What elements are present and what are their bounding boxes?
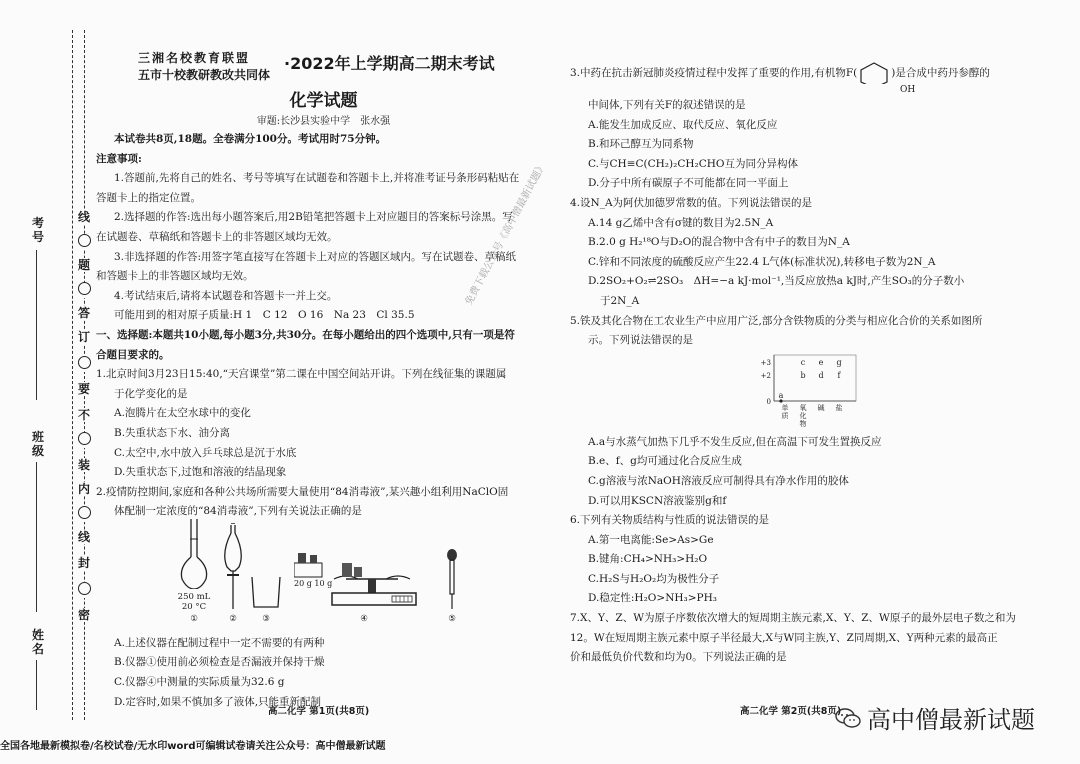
note-line: 4.考试结束后,请将本试题卷和答题卡一并上交。 — [114, 289, 338, 302]
note-line: 1.答题前,先将自己的姓名、考号等填写在试题卷和答题卡上,并将准考证号条形码粘贴在 — [114, 172, 520, 185]
seal-char: 密 — [74, 608, 94, 622]
seal-char: 答 — [74, 306, 94, 320]
exam-no-label: 考号 — [31, 216, 44, 244]
section-heading: 一、选择题:本题共10小题,每小题3分,共30分。在每小题给出的四个选项中,只有一项是符 — [96, 328, 515, 341]
page-1-footer: 高二化学 第1页(共8页) — [268, 706, 370, 717]
chart-point-label: a — [778, 390, 784, 400]
page-2 — [570, 62, 1040, 668]
q6-option-c: C.H₂S与H₂O₂均为极性分子 — [588, 572, 720, 585]
chart-y-tick-label: 0 — [766, 397, 771, 406]
seal-char: 线 — [74, 210, 94, 224]
bottom-banner: 全国各地最新模拟卷/名校试卷/无水印word可编辑试卷请关注公众号：高中僧最新试题 — [0, 741, 386, 752]
q1-option-a: A.泡腾片在太空水球中的变化 — [114, 407, 251, 420]
instrument-number: ② — [229, 613, 237, 624]
watermark-text: 免费下载公众号《高中僧最新试题》 — [463, 160, 549, 308]
chart-point-label: f — [837, 370, 841, 380]
question-3-stem-text-2: )是合成中药丹参醇的 — [891, 67, 990, 79]
q6-option-a: A.第一电离能:Se>As>Ge — [588, 533, 714, 546]
q3-option-d: D.分子中所有碳原子不可能都在同一平面上 — [588, 177, 789, 190]
chart-x-tick-label: 化 — [799, 411, 807, 420]
q4-option-d-cont: 于2N_A — [600, 294, 640, 307]
chart-frame — [774, 355, 856, 401]
note-line: 答题卡上的指定位置。 — [96, 191, 201, 204]
seal-circle — [74, 506, 94, 522]
chart-point-label: g — [836, 357, 842, 367]
seal-char: 装 — [74, 458, 94, 472]
beaker — [246, 575, 286, 624]
q1-option-b: B.失重状态下水、油分离 — [114, 426, 231, 439]
notes-heading: 注意事项: — [96, 152, 142, 165]
chart-x-tick-label: 物 — [799, 419, 807, 428]
seal-circle — [74, 582, 94, 598]
brand-name: 高中僧最新试题 — [867, 706, 1035, 734]
q5-option-d: D.可以用KSCN溶液鉴别g和f — [588, 494, 727, 507]
chart-x-tick-label: 碱 — [817, 403, 825, 412]
seal-char: 题 — [74, 258, 94, 272]
question-3-stem-text: 3.中药在抗击新冠肺炎疫情过程中发挥了重要的作用,有机物F( — [570, 67, 858, 79]
question-7-stem-cont: 12。W在短周期主族元素中原子半径最大,X与W同主族,Y、Z同周期,X、Y两种元素的最高正 — [570, 631, 998, 644]
seal-char: 内 — [74, 482, 94, 496]
page-2-footer: 高二化学 第2页(共8页) — [740, 706, 842, 717]
q3-option-a: A.能发生加成反应、取代反应、氧化反应 — [588, 118, 778, 131]
exam-intro: 本试卷共8页,18题。全卷满分100分。考试用时75分钟。 — [114, 133, 387, 145]
chart-x-tick-label: 盐 — [835, 403, 843, 412]
dropper — [440, 549, 464, 624]
q6-option-d: D.稳定性:H₂O>NH₃>PH₃ — [588, 592, 717, 605]
q4-option-b: B.2.0 g H₂¹⁸O与D₂O的混合物中含有中子的数目为N_A — [588, 236, 850, 249]
chart-point-label: b — [800, 370, 806, 380]
note-line: 和答题卡上的非答题区域均无效。 — [96, 270, 254, 283]
flask-volume-label: 250 mL — [177, 591, 211, 602]
separatory-funnel — [218, 523, 248, 624]
exam-no-blank — [36, 250, 37, 400]
seal-char: 线 — [74, 530, 94, 544]
reviewer-line: 审题:长沙县实验中学 张水强 — [256, 116, 391, 127]
union-name-line2: 五市十校教研教改共同体 — [138, 68, 271, 82]
seal-circle — [74, 282, 94, 298]
q3-option-b: B.和环己醇互为同系物 — [588, 138, 694, 151]
subject-title: 化学试题 — [289, 91, 358, 111]
q4-option-c: C.锌和不同浓度的硫酸反应产生22.4 L气体(标准状况),转移电子数为2N_A — [588, 255, 936, 268]
iron-chart-svg — [756, 351, 876, 433]
atomic-mass-line: 可能用到的相对原子质量:H 1 C 12 O 16 Na 23 Cl 35.5 — [114, 309, 415, 322]
seal-char: 不 — [74, 408, 94, 422]
section-heading-cont: 合题目要求的。 — [96, 348, 170, 361]
instrument-number: ⑤ — [448, 613, 456, 624]
question-4-stem: 4.设N_A为阿伏加德罗常数的值。下列说法错误的是 — [570, 196, 813, 209]
question-3-stem-cont: 中间体,下列有关F的叙述错误的是 — [588, 99, 746, 111]
flask-temp-label: 20 °C — [181, 601, 207, 612]
seal-char: 订 — [74, 330, 94, 344]
question-7-stem: 7.X、Y、Z、W为原子序数依次增大的短周期主族元素,X、Y、Z、W原子的最外层电子数之和为 — [570, 612, 1016, 625]
instrument-number: ③ — [262, 613, 270, 624]
q2-option-d: D.定容时,如果不慎加多了液体,只能重新配制 — [114, 695, 322, 708]
instrument-number: ④ — [360, 613, 368, 624]
q3-option-c: C.与CH≡C(CH₂)₂CH₂CHO互为同分异构体 — [588, 157, 799, 170]
instrument-number: ① — [190, 613, 198, 624]
volumetric-flask — [174, 519, 214, 624]
balance-with-weights — [294, 549, 434, 624]
q1-option-c: C.太空中,水中放入乒乓球总是沉于水底 — [114, 446, 297, 459]
question-3-stem — [570, 62, 1040, 84]
q5-option-b: B.e、f、g均可通过化合反应生成 — [588, 455, 742, 468]
note-line: 3.非选择题的作答:用签字笔直接写在答题卡上对应的答题区域内。写在试题卷、草稿纸 — [114, 250, 517, 263]
question-5-stem: 5.铁及其化合物在工农业生产中应用广泛,部分含铁物质的分类与相应化合价的关系如图所 — [570, 314, 983, 327]
chart-y-tick-label: +2 — [760, 371, 771, 380]
chart-point-label: e — [818, 357, 824, 367]
page-1 — [96, 50, 551, 712]
seal-char: 封 — [74, 556, 94, 570]
chart-point-label: d — [818, 370, 824, 380]
exam-title: ·2022年上学期高二期末考试 — [284, 54, 495, 73]
question-5-stem-cont: 示。下列说法错误的是 — [588, 334, 693, 347]
note-line: 在试题卷、草稿纸和答题卡上的非答题区域均无效。 — [96, 230, 338, 243]
name-blank — [36, 660, 37, 710]
iron-valence-chart — [570, 351, 1040, 433]
weights-label: 20 g 10 g — [294, 578, 333, 588]
q4-option-a: A.14 g乙烯中含有σ键的数目为2.5N_A — [588, 216, 774, 229]
chart-point-label: c — [800, 357, 806, 367]
seal-circle — [74, 432, 94, 448]
seal-circle — [74, 356, 94, 372]
note-line: 2.选择题的作答:选出每小题答案后,用2B铅笔把答题卡上对应题目的答案标号涂黑。写 — [114, 211, 513, 224]
cut-line-outer — [72, 30, 73, 720]
binding-margin — [28, 30, 90, 720]
q6-option-b: B.键角:CH₄>NH₃>H₂O — [588, 553, 708, 566]
q1-option-d: D.失重状态下,过饱和溶液的结晶现象 — [114, 466, 287, 479]
q4-option-d: D.2SO₂+O₂⇌2SO₃ ΔH=−a kJ·mol⁻¹,当反应放热a kJ时,产生SO₃的分子数小 — [588, 275, 965, 288]
class-blank — [36, 462, 37, 612]
lab-instruments-figure — [96, 522, 551, 634]
question-2-stem-cont: 体配制一定浓度的“84消毒液”,下列有关说法正确的是 — [114, 505, 362, 518]
chart-y-tick-label: +3 — [760, 358, 771, 367]
seal-circle — [74, 234, 94, 250]
brand-mark — [835, 700, 1035, 735]
q5-option-c: C.g溶液与浓NaOH溶液反应可制得具有净水作用的胶体 — [588, 474, 849, 487]
q5-option-a: A.a与水蒸气加热下几乎不发生反应,但在高温下可发生置换反应 — [588, 435, 882, 448]
chart-x-tick-label: 氧 — [799, 403, 807, 412]
exam-header — [96, 50, 551, 86]
chart-x-tick-label: 质 — [781, 411, 789, 420]
name-label: 姓名 — [31, 628, 44, 656]
question-2-stem: 2.疫情防控期间,家庭和各种公共场所需要大量使用“84消毒液”,某兴趣小组利用NaClO固 — [96, 485, 509, 498]
question-7-stem-cont: 价和最低负价代数和均为0。下列说法正确的是 — [570, 651, 787, 664]
compound-f-structure — [857, 62, 891, 84]
q2-option-b: B.仪器①使用前必须检查是否漏液并保持干燥 — [114, 656, 325, 669]
wechat-icon — [835, 707, 861, 729]
class-label: 班级 — [31, 430, 44, 458]
q2-option-a: A.上述仪器在配制过程中一定不需要的有两种 — [114, 636, 325, 649]
structure-oh-label: OH — [900, 85, 916, 95]
chart-x-tick-label: 单 — [781, 403, 789, 412]
question-6-stem: 6.下列有关物质结构与性质的说法错误的是 — [570, 514, 770, 527]
q2-option-c: C.仪器④中测量的实际质量为32.6 g — [114, 676, 285, 689]
union-name-line1: 三湘名校教育联盟 — [138, 51, 251, 65]
seal-char: 要 — [74, 382, 94, 396]
question-1-stem-cont: 于化学变化的是 — [114, 387, 188, 400]
question-1-stem: 1.北京时间3月23日15:40,“天宫课堂”第二课在中国空间站开讲。下列在线征集的课题属 — [96, 368, 507, 381]
